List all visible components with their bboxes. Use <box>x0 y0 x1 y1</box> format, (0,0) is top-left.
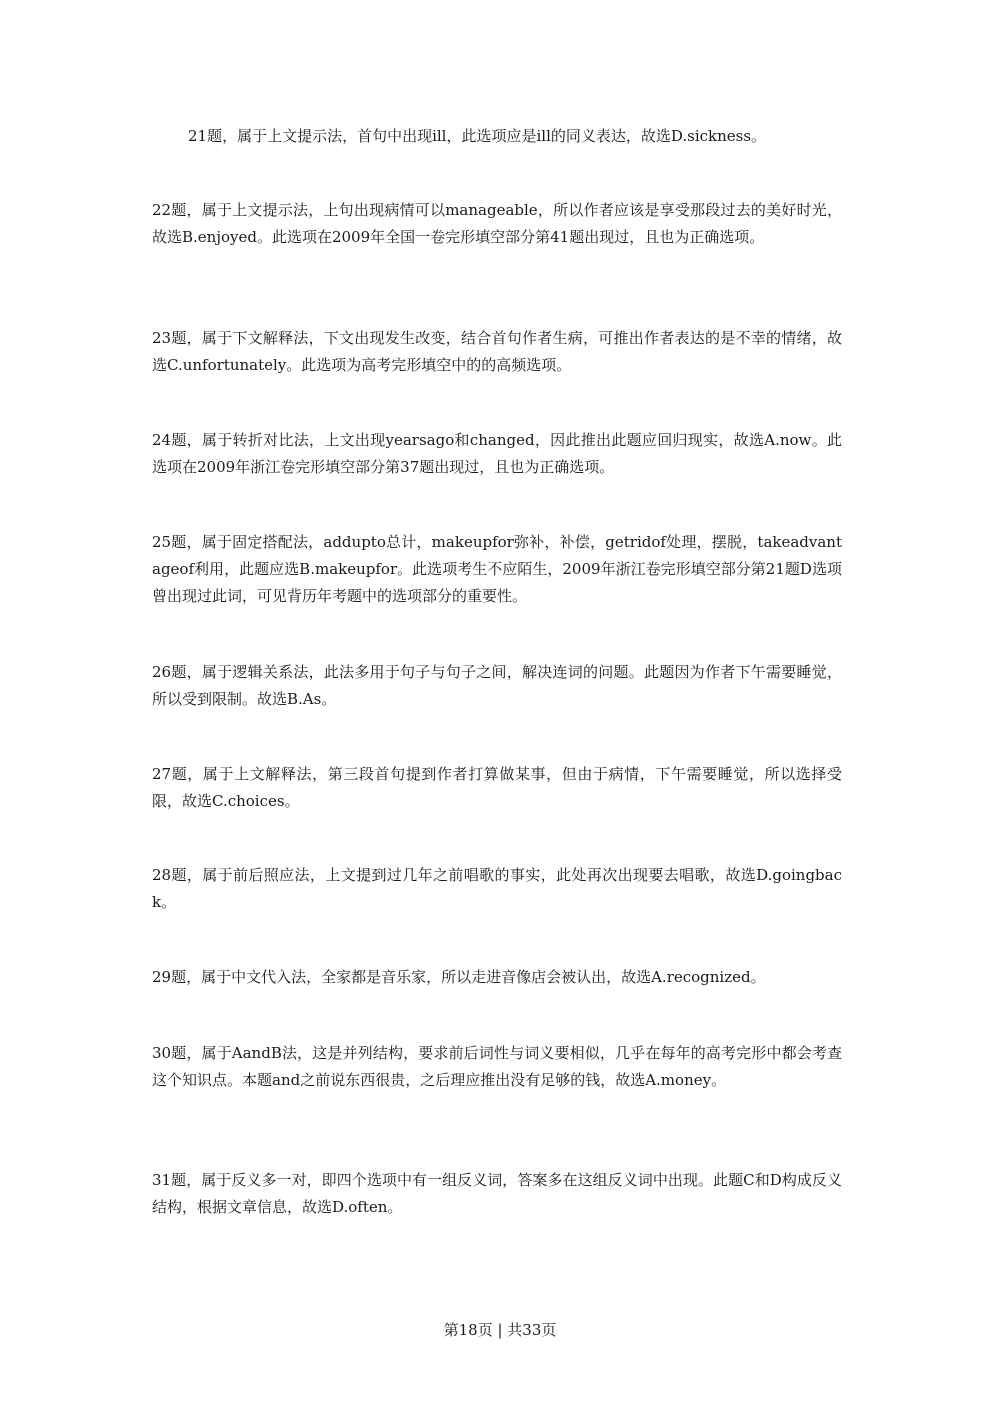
answer-paragraph-21: 21题，属于上文提示法，首句中出现ill，此选项应是ill的同义表达，故选D.sickness。 <box>188 127 767 145</box>
answer-paragraph-30: 30题，属于AandB法，这是并列结构，要求前后词性与词义要相似，几乎在每年的高考完形中都会考查这个知识点。本题and之前说东西很贵，之后理应推出没有足够的钱，故选A.money。 <box>152 1044 842 1089</box>
answer-paragraph-24: 24题，属于转折对比法，上文出现yearsago和changed，因此推出此题应回归现实，故选A.now。此选项在2009年浙江卷完形填空部分第37题出现过，且也为正确选项。 <box>152 431 842 476</box>
answer-paragraph-25: 25题，属于固定搭配法，addupto总计，makeupfor弥补，补偿，getridof处理，摆脱，takeadvantageof利用，此题应选B.makeupfor。此选项考生不应陌生，2009年浙江卷完形填空部分第21题D选项曾出现过此词，可见背历年考题中的选项部分的重要性。 <box>152 533 842 605</box>
answer-paragraph-31: 31题，属于反义多一对，即四个选项中有一组反义词，答案多在这组反义词中出现。此题C和D构成反义结构，根据文章信息，故选D.often。 <box>152 1171 842 1216</box>
answer-paragraph-28: 28题，属于前后照应法，上文提到过几年之前唱歌的事实，此处再次出现要去唱歌，故选D.goingback。 <box>152 866 842 911</box>
answer-paragraph-29: 29题，属于中文代入法，全家都是音乐家，所以走进音像店会被认出，故选A.recognized。 <box>152 968 766 986</box>
answer-paragraph-23: 23题，属于下文解释法，下文出现发生改变，结合首句作者生病，可推出作者表达的是不幸的情绪，故选C.unfortunately。此选项为高考完形填空中的的高频选项。 <box>152 329 842 374</box>
answer-paragraph-22: 22题，属于上文提示法，上句出现病情可以manageable，所以作者应该是享受那段过去的美好时光，故选B.enjoyed。此选项在2009年全国一卷完形填空部分第41题出现过，且也为正确选项。 <box>152 201 842 246</box>
answer-paragraph-26: 26题，属于逻辑关系法，此法多用于句子与句子之间，解决连词的问题。此题因为作者下午需要睡觉，所以受到限制。故选B.As。 <box>152 663 842 708</box>
answer-paragraph-27: 27题，属于上文解释法，第三段首句提到作者打算做某事，但由于病情，下午需要睡觉，所以选择受限，故选C.choices。 <box>152 765 842 810</box>
page-number-footer: 第18页 | 共33页 <box>443 1321 557 1339</box>
